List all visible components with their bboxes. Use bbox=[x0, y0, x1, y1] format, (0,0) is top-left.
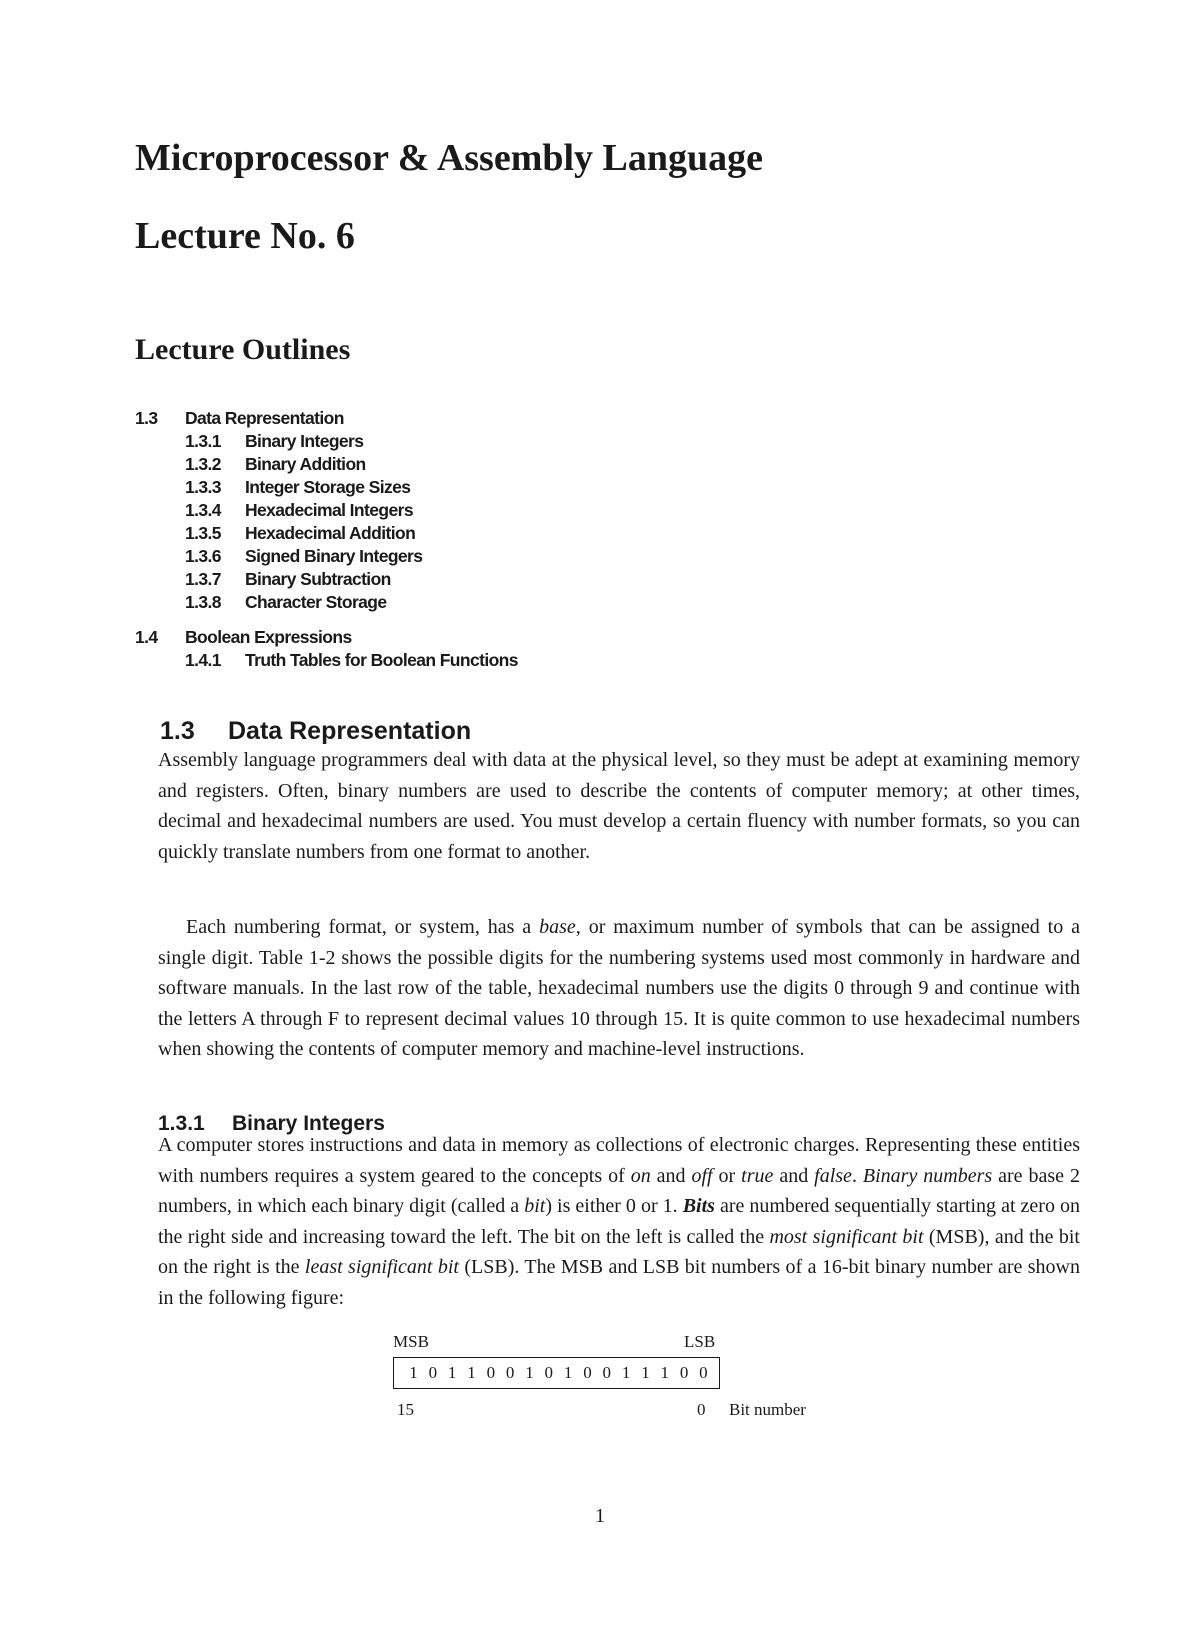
outlines-heading: Lecture Outlines bbox=[135, 333, 351, 366]
toc-item bbox=[135, 430, 518, 453]
bit-figure bbox=[393, 1320, 853, 1420]
paragraph: Assembly language programmers deal with data at the physical level, so they must be adept at examining memory and registers. Often, binary numbers are used to describe the contents of computer memory; at other times, decimal and hexadecimal numbers are used. You must develop a certain fluency with number formats, so you can quickly translate numbers from one format to another. bbox=[158, 749, 1080, 863]
subsection-number: 1.3.1 bbox=[158, 1112, 205, 1135]
paragraph-text: are base 2 numbers, in which each binary digit (called a bbox=[158, 1164, 1080, 1217]
emphasis: on bbox=[630, 1164, 651, 1187]
toc-item-number: 1.3.4 bbox=[185, 500, 221, 520]
bit-index-left: 15 bbox=[397, 1400, 414, 1419]
toc-item-label: Signed Binary Integers bbox=[245, 546, 423, 566]
toc-spacer bbox=[135, 614, 518, 626]
paragraph-text: and bbox=[650, 1164, 692, 1187]
table-of-contents bbox=[135, 407, 518, 672]
paragraph-text: or bbox=[712, 1164, 742, 1187]
toc-item bbox=[135, 453, 518, 476]
emphasis: Binary numbers bbox=[862, 1164, 993, 1187]
bit: 0 bbox=[428, 1363, 438, 1382]
emphasis: most significant bit bbox=[769, 1225, 924, 1248]
toc-item-number: 1.3.5 bbox=[185, 523, 221, 543]
emphasis: true bbox=[741, 1164, 774, 1187]
bit: 1 bbox=[563, 1363, 573, 1382]
subsection-title: Binary Integers bbox=[232, 1112, 385, 1135]
paragraph-text: ) is either 0 or 1. bbox=[545, 1195, 683, 1217]
section-heading bbox=[160, 717, 471, 746]
emphasis: bit bbox=[524, 1195, 546, 1217]
toc-item-label: Hexadecimal Addition bbox=[245, 523, 416, 543]
bit-index-right: 0 bbox=[697, 1400, 706, 1419]
toc-item bbox=[135, 545, 518, 568]
emphasis: base bbox=[539, 916, 576, 938]
section-title: Data Representation bbox=[228, 717, 472, 745]
bit: 1 bbox=[447, 1363, 457, 1382]
toc-item bbox=[135, 499, 518, 522]
toc-item-label: Character Storage bbox=[245, 592, 387, 612]
toc-item-label: Data Representation bbox=[185, 408, 344, 428]
section-number: 1.3 bbox=[160, 717, 195, 745]
bit: 0 bbox=[679, 1363, 689, 1382]
bit: 0 bbox=[602, 1363, 612, 1382]
emphasis: false bbox=[814, 1164, 852, 1187]
toc-item bbox=[135, 407, 518, 430]
toc-item bbox=[135, 649, 518, 672]
toc-item bbox=[135, 568, 518, 591]
bit: 1 bbox=[409, 1363, 418, 1382]
bit: 1 bbox=[641, 1363, 650, 1382]
toc-item-number: 1.3.8 bbox=[185, 592, 221, 612]
page-number: 1 bbox=[595, 1505, 605, 1527]
lecture-number: Lecture No. 6 bbox=[135, 215, 355, 257]
toc-item-label: Binary Integers bbox=[245, 431, 364, 451]
bit: 0 bbox=[505, 1363, 515, 1382]
bit: 1 bbox=[621, 1363, 631, 1382]
paragraph-text: Each numbering format, or system, has a bbox=[186, 916, 540, 938]
paragraph-text: A computer stores instructions and data in memory as collections of electronic charges. Representing these entities with numbers requires a system geared to the concepts of bbox=[158, 1134, 1080, 1187]
bit: 1 bbox=[525, 1363, 534, 1382]
bit: 1 bbox=[467, 1363, 476, 1382]
toc-item bbox=[135, 522, 518, 545]
toc-item-number: 1.3.6 bbox=[185, 546, 221, 566]
bit: 1 bbox=[660, 1363, 670, 1382]
toc-item-number: 1.3.1 bbox=[185, 431, 221, 451]
bit: 0 bbox=[486, 1363, 496, 1382]
paragraph-text: are numbered sequentially starting at zero on the right side and increasing toward the left. The bit on the left is called the bbox=[158, 1195, 1080, 1248]
toc-item bbox=[135, 476, 518, 499]
bit-number-label: Bit number bbox=[729, 1400, 806, 1419]
toc-item-label: Truth Tables for Boolean Functions bbox=[245, 650, 518, 670]
emphasis: least significant bit bbox=[304, 1256, 459, 1278]
toc-item-label: Boolean Expressions bbox=[185, 627, 352, 647]
document-title: Microprocessor & Assembly Language bbox=[135, 137, 764, 179]
toc-item bbox=[135, 626, 518, 649]
toc-item-number: 1.4.1 bbox=[185, 650, 221, 670]
bit: 0 bbox=[544, 1363, 554, 1382]
toc-item-number: 1.3.7 bbox=[185, 569, 221, 589]
toc-item-label: Binary Addition bbox=[245, 454, 366, 474]
paragraph bbox=[158, 1130, 1080, 1313]
bit: 0 bbox=[583, 1363, 592, 1382]
toc-item-number: 1.3.2 bbox=[185, 454, 221, 474]
paragraph-text: . bbox=[851, 1164, 863, 1187]
toc-item-number: 1.3 bbox=[135, 408, 158, 428]
paragraph-text: , or maximum number of symbols that can be assigned to a single digit. Table 1-2 shows the possible digits for the numbering systems used most commonly in hardware and software manuals. In the last row of the table, hexadecimal numbers use the digits 0 through 9 and continue with the letters A through F to represent decimal values 10 through 15. It is quite common to use hexadecimal numbers when showing the contents of computer memory and machine-level instructions. bbox=[158, 916, 1080, 1060]
paragraph-text: (MSB), and the bit on the right is the bbox=[158, 1225, 1080, 1278]
emphasis: off bbox=[691, 1164, 713, 1187]
toc-item bbox=[135, 591, 518, 614]
toc-item-label: Hexadecimal Integers bbox=[245, 500, 413, 520]
toc-item-number: 1.4 bbox=[135, 627, 158, 647]
paragraph bbox=[158, 912, 1080, 1065]
toc-item-number: 1.3.3 bbox=[185, 477, 221, 497]
paragraph-text: (LSB). The MSB and LSB bit numbers of a 16-bit binary number are shown in the following figure: bbox=[158, 1256, 1080, 1309]
paragraph-text: and bbox=[773, 1164, 815, 1187]
toc-item-label: Integer Storage Sizes bbox=[245, 477, 411, 497]
bit-box bbox=[393, 1357, 720, 1389]
toc-item-label: Binary Subtraction bbox=[245, 569, 391, 589]
strong-emphasis: Bits bbox=[682, 1195, 715, 1217]
lsb-label: LSB bbox=[684, 1332, 716, 1351]
bit: 0 bbox=[699, 1363, 708, 1382]
msb-label: MSB bbox=[393, 1332, 429, 1351]
